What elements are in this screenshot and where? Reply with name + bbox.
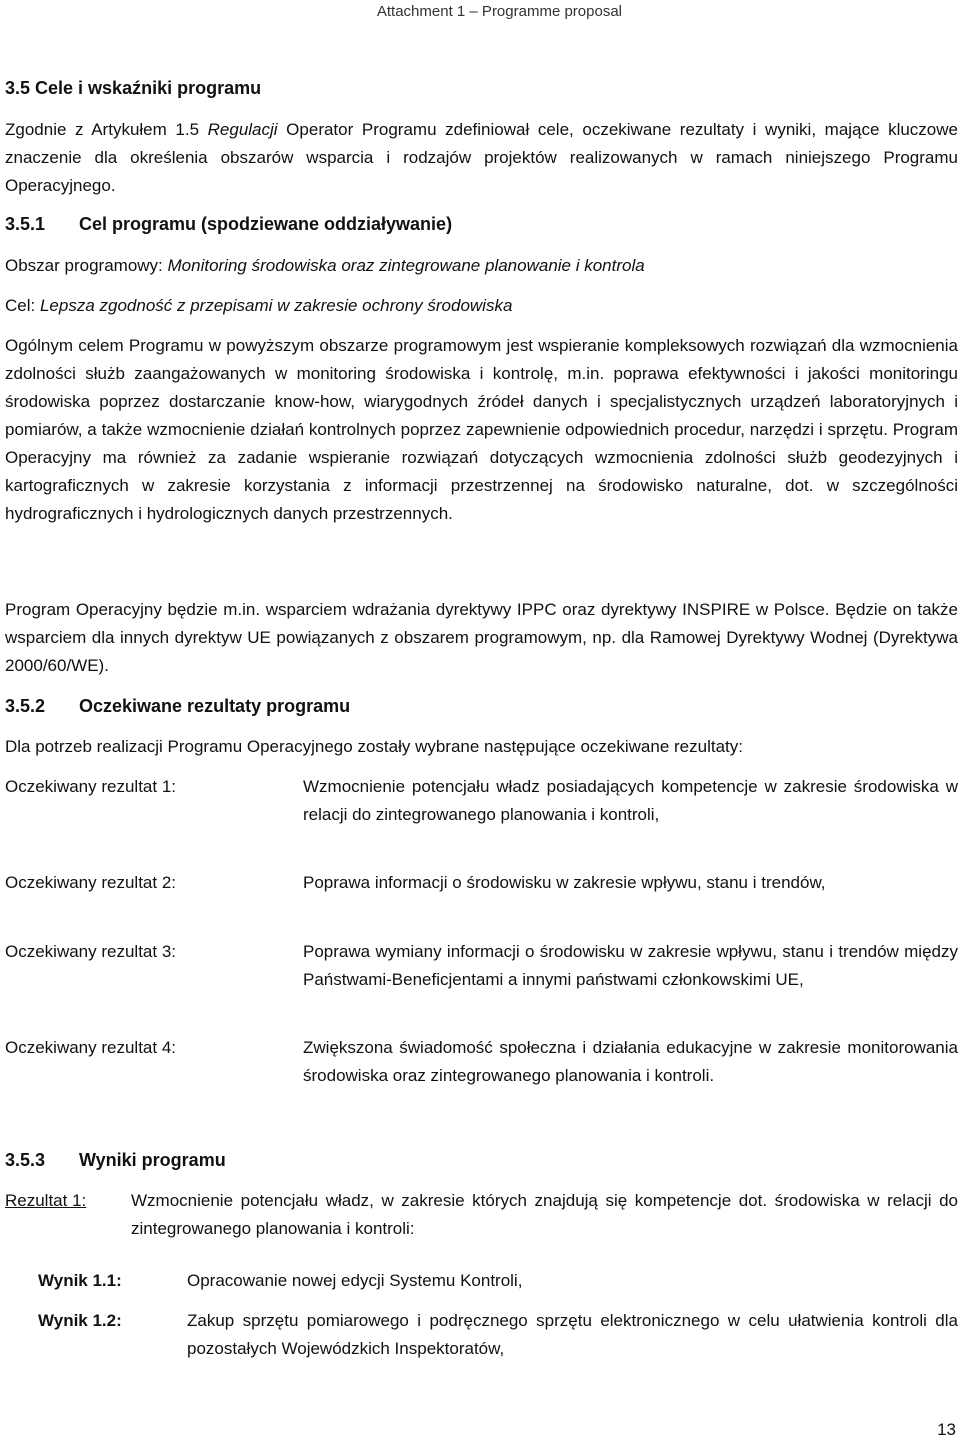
- programme-result-text: Wzmocnienie potencjału władz, w zakresie których znajdują się kompetencje dot. środowiska w relacji do zintegrowanego planowania i kontroli:: [131, 1191, 958, 1238]
- output-label: Wynik 1.1:: [38, 1271, 122, 1290]
- subsection-3-5-1-heading: [5, 212, 452, 236]
- result-text: Wzmocnienie potencjału władz posiadających kompetencje w zakresie środowiska w relacji do zintegrowanego planowania i kontroli,: [303, 777, 958, 824]
- section-title: 3.5 Cele i wskaźniki programu: [5, 78, 262, 98]
- goal-value: Lepsza zgodność z przepisami w zakresie ochrony środowiska: [39, 296, 513, 315]
- intro-text-italic: Regulacji: [207, 120, 278, 139]
- directives-paragraph: Program Operacyjny będzie m.in. wsparciem wdrażania dyrektywy IPPC oraz dyrektywy INSPIRE w Polsce. Będzie on także wsparciem dla innych dyrektyw UE powiązanych z obszarem programowym, np. dla Ramowej Dyrektywy Wodnej (Dyrektywa 2000/60/WE).: [5, 600, 958, 675]
- programme-area-line: [5, 252, 958, 280]
- intro-text-a: Zgodnie z Artykułem 1.5: [5, 120, 208, 139]
- heading-number: 3.5.2: [5, 696, 46, 716]
- area-value: Monitoring środowiska oraz zintegrowane planowanie i kontrola: [167, 256, 645, 275]
- result-label: Oczekiwany rezultat 2:: [5, 873, 177, 892]
- objective-line: [5, 292, 958, 320]
- result-text: Zwiększona świadomość społeczna i działania edukacyjne w zakresie monitorowania środowiska oraz zintegrowanego planowania i kontroli.: [303, 1038, 958, 1085]
- subsection-3-5-3-heading: [5, 1148, 226, 1172]
- heading-title: Oczekiwane rezultaty programu: [79, 696, 351, 716]
- heading-title: Cel programu (spodziewane oddziaływanie): [79, 214, 453, 234]
- running-header: Attachment 1 – Programme proposal: [376, 3, 622, 20]
- heading-number: 3.5.3: [5, 1150, 46, 1170]
- output-label: Wynik 1.2:: [38, 1311, 122, 1330]
- heading-number: 3.5.1: [5, 214, 46, 234]
- result-text: Poprawa informacji o środowisku w zakresie wpływu, stanu i trendów,: [303, 873, 826, 892]
- intro-paragraph: [5, 116, 958, 200]
- heading-title: Wyniki programu: [79, 1150, 226, 1170]
- result-label: Oczekiwany rezultat 4:: [5, 1038, 177, 1057]
- objective-paragraph: Ogólnym celem Programu w powyższym obszarze programowym jest wspieranie kompleksowych rozwiązań dla wzmocnienia zdolności służb zaangażowanych w monitoring środowiska i kontrolę, m.in. poprawa efektywności i jakości monitoringu środowiska poprzez dostarczanie know-how, wiarygodnych źródeł danych i specjalistycznych urządzeń laboratoryjnych i pomiarów, a także wzmocnienie działań kontrolnych poprzez zapewnienie odpowiednich procedur, narzędzi i sprzętu. Program Operacyjny ma również za zadanie wspieranie rozwiązań dotyczących wzmocnienia zdolności służb geodezyjnych i kartograficznych w zakresie korzystania z informacji przestrzennej na środowisko naturalne, dot. w szczególności hydrograficznych i hydrologicznych danych przestrzennych.: [5, 336, 958, 523]
- results-intro: Dla potrzeb realizacji Programu Operacyjnego zostały wybrane następujące oczekiwane rezultaty:: [5, 737, 743, 756]
- result-label: Oczekiwany rezultat 3:: [5, 942, 177, 961]
- output-text: Opracowanie nowej edycji Systemu Kontroli,: [187, 1271, 523, 1290]
- result-text: Poprawa wymiany informacji o środowisku w zakresie wpływu, stanu i trendów między Państwami-Beneficjentami a innymi państwami członkowskimi UE,: [303, 942, 958, 989]
- programme-result-label: Rezultat 1:: [5, 1191, 87, 1210]
- page-number: 13: [937, 1420, 956, 1439]
- subsection-3-5-2-heading: [5, 694, 350, 718]
- area-label: Obszar programowy:: [5, 256, 168, 275]
- output-text: Zakup sprzętu pomiarowego i podręcznego sprzętu elektronicznego w celu ułatwienia kontroli dla pozostałych Wojewódzkich Inspektoratów,: [187, 1311, 958, 1358]
- goal-label: Cel:: [5, 296, 40, 315]
- intro-text-c: Operator Programu zdefiniował cele, oczekiwane rezultaty i wyniki, mające kluczowe znaczenie dla określenia obszarów wsparcia i rodzajów projektów realizowanych w ramach niniejszego Programu Operacyjnego.: [5, 120, 958, 195]
- result-label: Oczekiwany rezultat 1:: [5, 777, 177, 796]
